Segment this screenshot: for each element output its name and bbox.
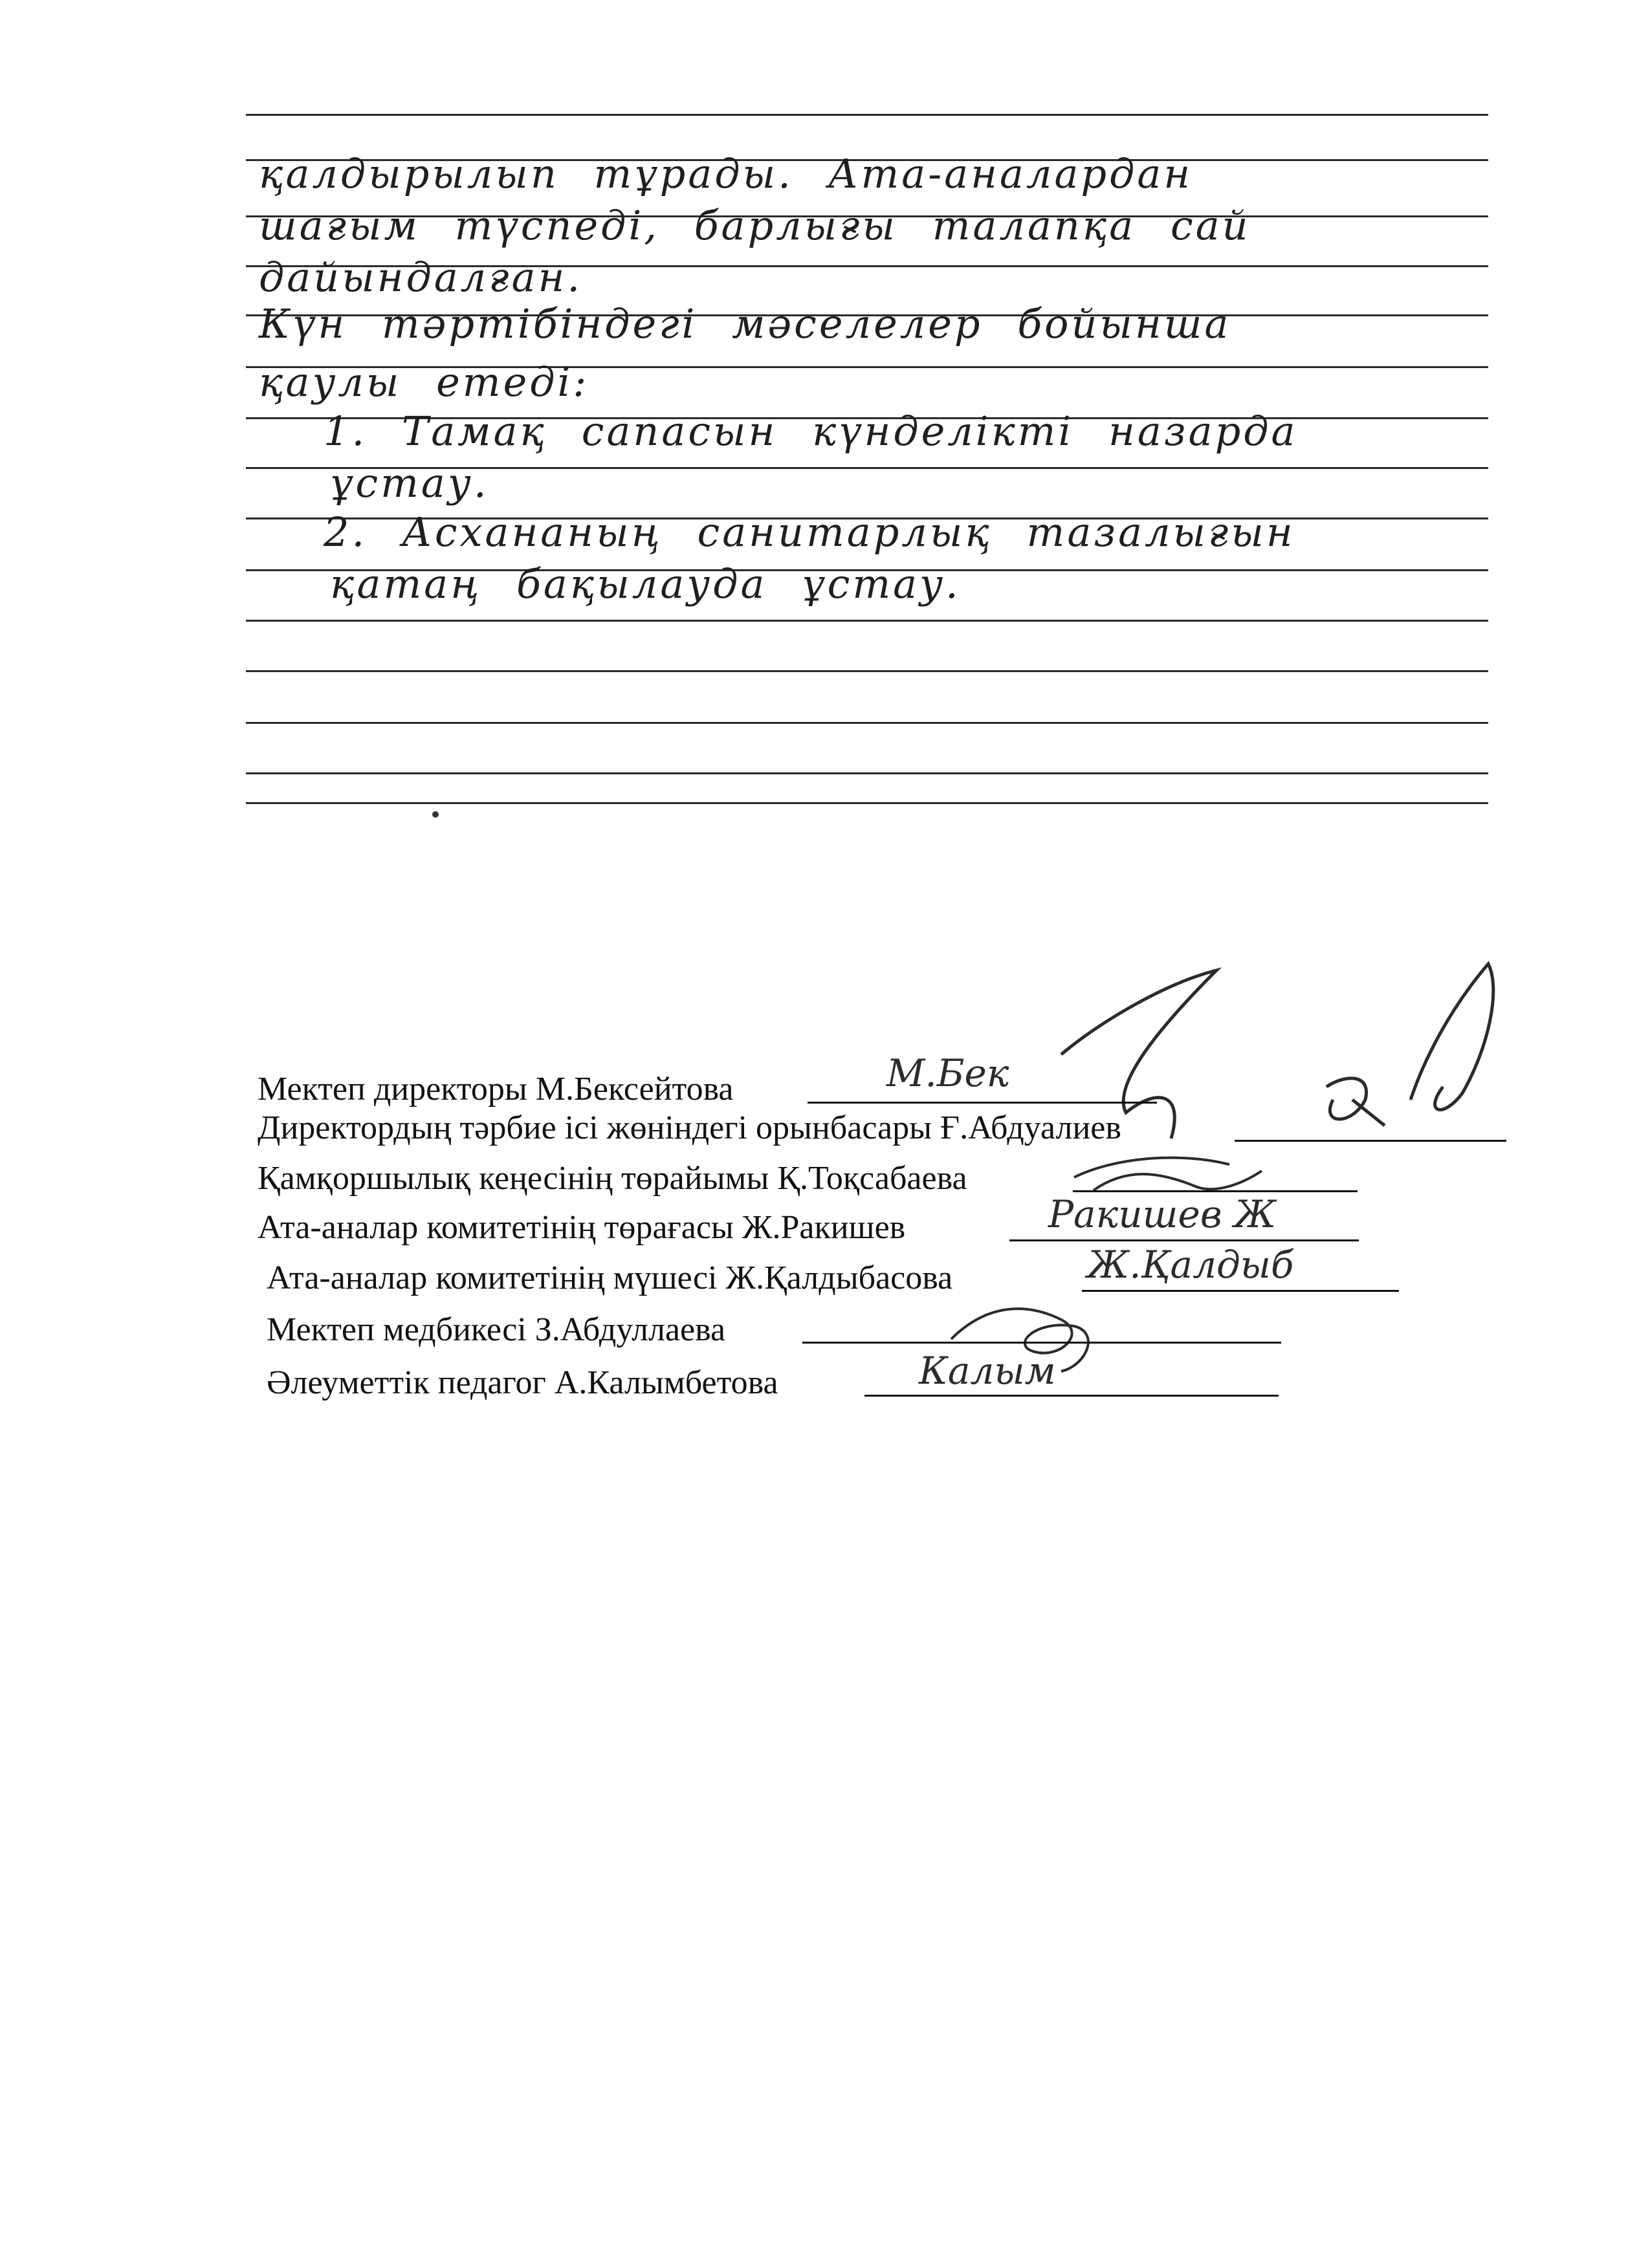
- handwritten-line-7: ұстау.: [330, 459, 489, 507]
- handwritten-line-3: дайындалған.: [259, 254, 583, 301]
- signature-label: Директордың тәрбие ісі жөніндегі орынбасары Ғ.Абдуалиев: [258, 1109, 1121, 1146]
- signature-line: [1235, 1140, 1506, 1142]
- signature-row-social-pedagogue: [267, 1366, 778, 1400]
- signature-mark: М.Бек: [886, 1051, 1009, 1095]
- handwritten-line-1: қалдырылып тұрады. Ата-аналардан: [259, 150, 1193, 197]
- handwritten-line-9: қатаң бақылауда ұстау.: [330, 560, 961, 607]
- signature-label: Ата-аналар комитетінің төрағасы Ж.Ракишев: [258, 1209, 906, 1246]
- signature-row-director: [258, 1073, 734, 1106]
- handwritten-line-2: шағым түспеді, барлығы талапқа сай: [259, 202, 1251, 249]
- signature-line: [808, 1102, 1157, 1104]
- signature-mark: Ж.Қалдыб: [1087, 1243, 1294, 1287]
- signature-row-deputy: [258, 1111, 1121, 1145]
- signature-label: Әлеуметтік педагог А.Калымбетова: [267, 1364, 778, 1401]
- handwritten-line-6: 1. Тамақ сапасын күнделікті назарда: [324, 408, 1298, 455]
- signature-label: Қамқоршылық кеңесінің төрайымы Қ.Тоқсабаева: [258, 1160, 967, 1197]
- signature-row-parent-chair: [258, 1211, 905, 1245]
- signature-mark: Ракишев Ж: [1048, 1192, 1277, 1236]
- signature-row-nurse: [267, 1313, 725, 1347]
- handwritten-line-4: Күн тәртібіндегі мәселелер бойынша: [259, 300, 1231, 347]
- signature-line: [864, 1395, 1279, 1397]
- signature-line: [1082, 1290, 1399, 1292]
- handwritten-line-8: 2. Асхананың санитарлық тазалығын: [324, 508, 1295, 556]
- signature-mark: Калым: [919, 1349, 1056, 1393]
- signature-line: [1009, 1239, 1359, 1241]
- signature-line: [802, 1342, 1281, 1344]
- signature-row-trustee: [258, 1162, 967, 1195]
- handwritten-line-5: қаулы етеді:: [259, 358, 589, 406]
- signature-row-parent-member: [267, 1261, 952, 1295]
- signature-label: Мектеп медбикесі З.Абдуллаева: [267, 1311, 726, 1348]
- signature-label: Ата-аналар комитетінің мүшесі Ж.Қалдыбасова: [267, 1259, 953, 1296]
- signature-label: Мектеп директоры М.Бексейтова: [258, 1071, 734, 1107]
